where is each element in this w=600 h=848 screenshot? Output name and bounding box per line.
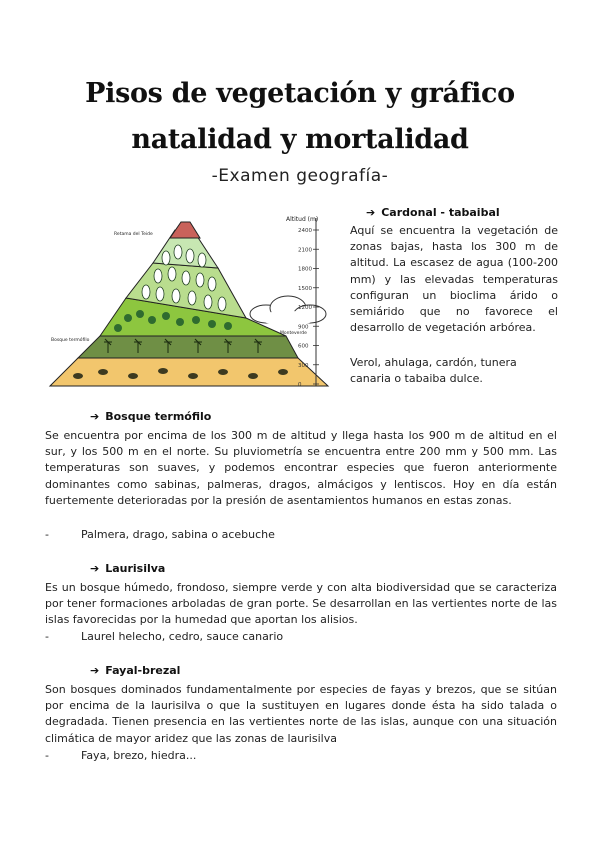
termofilo-paragraph: Se encuentra por encima de los 300 m de altitud y llega hasta los 900 m de altitud en el sur, y los 500 m en el norte. Su pluviometría se encuentra entre 200 mm y 500 mm. Las temperaturas son suaves, y podemos encontrar especies que fueron anteriormente dominantes como sabinas, palmeras, dragos, almácigos y lentiscos. Hoy en día están fuertemente deterioradas por la presión de asentamientos humanos en estas zonas. [45, 429, 557, 507]
cardonal-heading [366, 206, 500, 219]
termofilo-bullet [45, 527, 275, 543]
cardonal-paragraph: Aquí se encuentra la vegetación de zonas bajas, hasta los 300 m de altitud. La escasez de agua (100-200 mm) y las elevadas temperaturas configuran un bioclima árido o semiárido que no favorece el desarrollo de vegetación arbórea. [350, 224, 558, 335]
fayal-bullet [45, 748, 196, 764]
altitude-axis-label: Altitud (m) [286, 216, 319, 223]
document-title-line-2: natalidad y mortalidad [131, 124, 469, 155]
fayal-heading [90, 664, 180, 677]
laurisilva-bullet [45, 629, 283, 645]
monteverde-label: Monteverde [280, 331, 307, 336]
laurisilva-paragraph: Es un bosque húmedo, frondoso, siempre verde y con alta biodiversidad que se caracteriza por tener formaciones arboladas de gran porte. Se desarrollan en las vertientes norte de las islas favorecidas por la humedad que aportan los alisios. [45, 581, 557, 627]
dash-marker: - [45, 528, 49, 541]
fayal-bullet-text: Faya, brezo, hiedra... [81, 749, 197, 762]
fayal-paragraph: Son bosques dominados fundamentalmente por especies de fayas y brezos, que se sitúan por encima de la laurisilva o que la sustituyen en lugares donde ésta ha sido talada o degradada. Tienen presencia en las vertientes norte de las islas, aunque con una situación climática de mayor aridez que las zonas de laurisilva [45, 683, 557, 745]
termofilo-heading-text: Bosque termófilo [105, 410, 212, 423]
document-subtitle: -Examen geografía- [211, 166, 389, 186]
dash-marker: - [45, 630, 49, 643]
altitude-tick-label: 0 [298, 382, 302, 388]
termofilo-zone [78, 336, 298, 358]
laurisilva-heading [90, 562, 165, 575]
peak-label: Retama del Teide [114, 232, 153, 237]
arrow-icon: ➔ [90, 562, 100, 575]
fayal-heading-text: Fayal-brezal [105, 664, 181, 677]
laurisilva-bullet-text: Laurel helecho, cedro, sauce canario [81, 630, 284, 643]
cardonal-heading-text: Cardonal - tabaibal [381, 206, 500, 219]
termofilo-bullet-text: Palmera, drago, sabina o acebuche [81, 528, 275, 541]
cardonal-examples: Verol, ahulaga, cardón, tunera canaria o tabaiba dulce. [350, 356, 517, 386]
altitude-tick-label: 2100 [298, 247, 312, 254]
laurisilva-heading-text: Laurisilva [105, 562, 166, 575]
altitude-tick-label: 1200 [298, 305, 312, 311]
altitude-tick-label: 1800 [298, 266, 312, 273]
altitude-tick-label: 600 [298, 343, 309, 350]
termofilo-heading [90, 410, 211, 423]
altitude-tick-label: 1500 [298, 285, 312, 292]
dash-marker: - [45, 749, 49, 762]
altitude-tick-label: 300 [298, 362, 309, 369]
altitude-tick-label: 900 [298, 324, 309, 331]
arrow-icon: ➔ [90, 410, 100, 423]
termofilo-label: Bosque termófilo [51, 338, 90, 343]
arrow-icon: ➔ [366, 206, 376, 219]
arrow-icon: ➔ [90, 664, 100, 677]
altitude-tick-label: 2400 [298, 228, 312, 234]
document-title-line-1: Pisos de vegetación y gráfico [85, 78, 515, 109]
vegetation-floors-figure [48, 208, 345, 388]
